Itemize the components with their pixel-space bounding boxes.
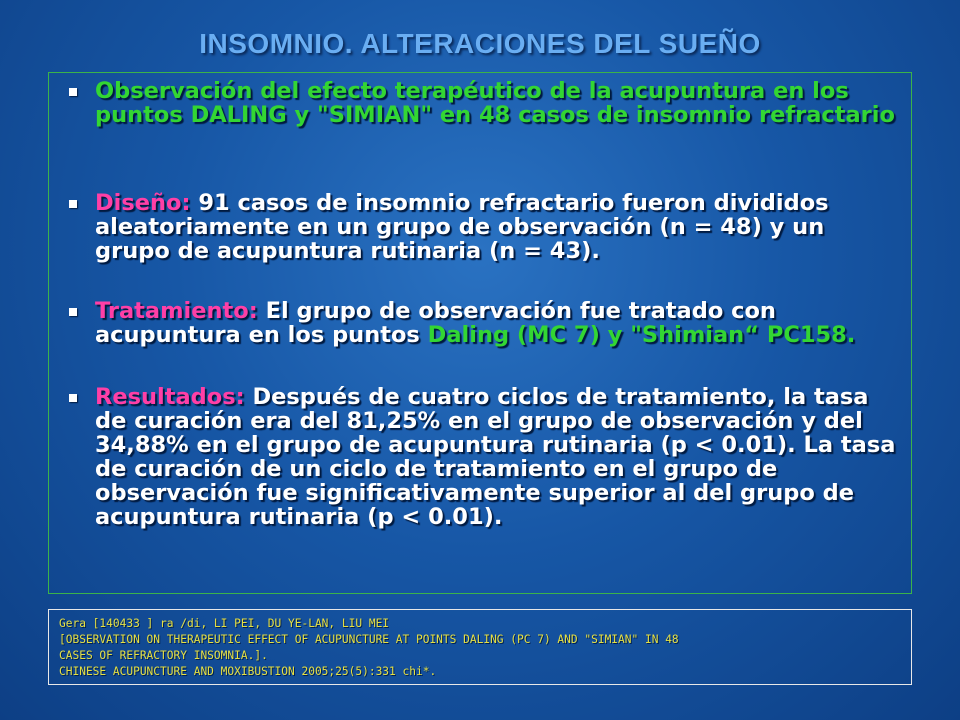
square-bullet-icon xyxy=(69,308,77,316)
content-box xyxy=(48,72,912,594)
bullet-highlight: Daling (MC 7) y "Shimian“ PC158. xyxy=(427,322,856,348)
square-bullet-icon xyxy=(69,88,77,96)
reference-title-line-2: CASES OF REFRACTORY INSOMNIA.]. xyxy=(59,649,268,662)
bullet-text: Después de cuatro ciclos de tratamiento, la tasa de curación era del 81,25% en el grupo de observación y del 34,88% en el grupo de acupuntura rutinaria (p < 0.01). La tasa de curación de un ciclo de tratamiento en el grupo de observación fue significativamente superior al del grupo de acupuntura rutinaria (p < 0.01). xyxy=(95,384,896,530)
bullet-text: El grupo de observación fue tratado con acupuntura en los puntos xyxy=(95,298,776,348)
reference-title-line-1: [OBSERVATION ON THERAPEUTIC EFFECT OF ACUPUNCTURE AT POINTS DALING (PC 7) AND "SIMIAN" IN 48 xyxy=(59,633,679,646)
reference-authors: Gera [140433 ] ra /di, LI PEI, DU YE-LAN, LIU MEI xyxy=(59,617,390,630)
square-bullet-icon xyxy=(69,200,77,208)
bullet-label: Diseño: xyxy=(95,190,191,216)
bullet-text: 91 casos de insomnio refractario fueron divididos aleatoriamente en un grupo de observación (n = 48) y un grupo de acupuntura rutinaria (n = 43). xyxy=(95,190,829,264)
bullet-text: Observación del efecto terapéutico de la acupuntura en los puntos DALING y "SIMIAN" en 48 casos de insomnio refractario xyxy=(95,78,895,128)
reference-box xyxy=(48,609,912,685)
bullet-label: Resultados: xyxy=(95,384,245,410)
reference-journal: CHINESE ACUPUNCTURE AND MOXIBUSTION 2005;25(5):331 chi*. xyxy=(59,665,437,678)
bullet-treatment xyxy=(49,299,899,347)
square-bullet-icon xyxy=(69,394,77,402)
bullet-label: Tratamiento: xyxy=(95,298,258,324)
bullet-results xyxy=(49,385,899,529)
slide-title: INSOMNIO. ALTERACIONES DEL SUEÑO xyxy=(199,28,761,59)
bullet-study-title xyxy=(49,79,899,127)
bullet-design xyxy=(49,191,899,263)
